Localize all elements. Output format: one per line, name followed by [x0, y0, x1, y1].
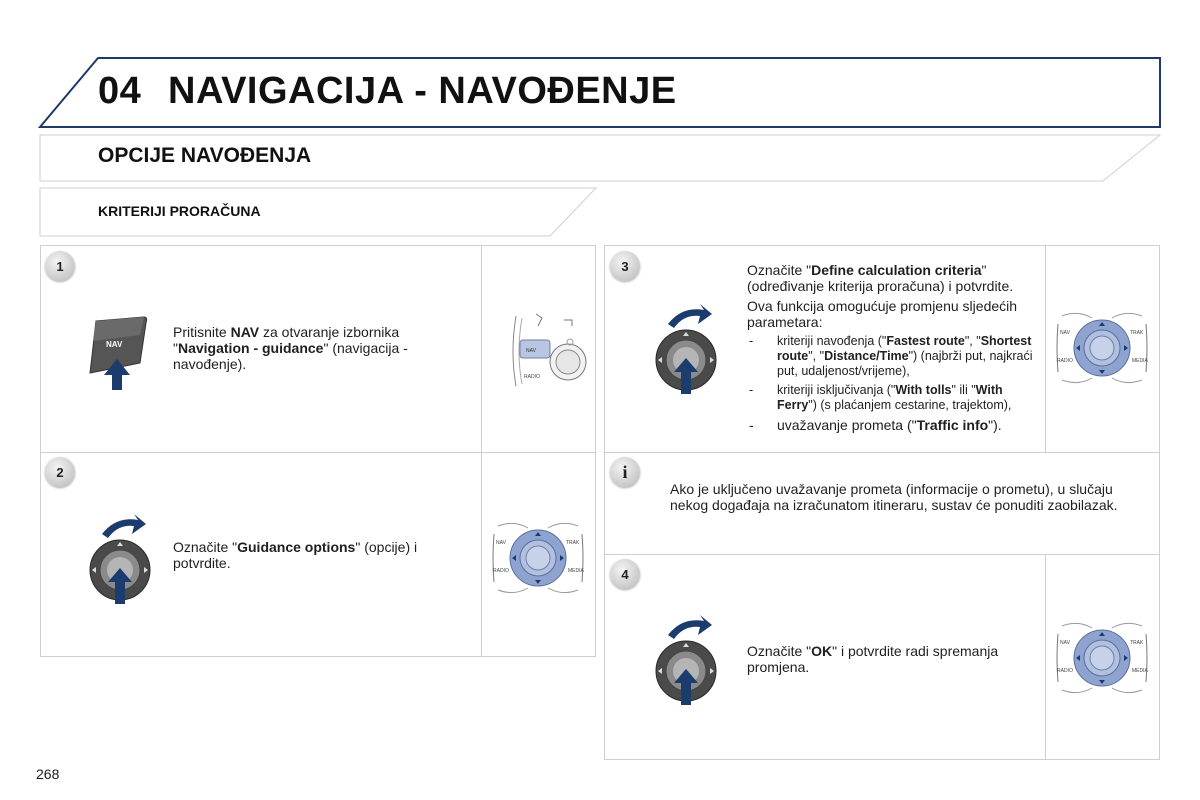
rotary-knob-icon	[652, 302, 724, 400]
rotary-knob-icon	[652, 613, 724, 711]
page-title: NAVIGACIJA - NAVOĐENJE	[168, 70, 677, 112]
nav-button-label: NAV	[106, 340, 123, 349]
dashboard-illustration	[510, 312, 590, 388]
controller-illustration-3	[1052, 310, 1152, 386]
chapter-number: 04	[98, 70, 142, 112]
svg-text:NAV: NAV	[1060, 640, 1070, 646]
step-1-text: Pritisnite NAV za otvaranje izbornika "Navigation - guidance" (navigacija - navođenje).	[173, 324, 408, 372]
svg-text:RADIO: RADIO	[1057, 358, 1073, 364]
controller-illustration-4	[1052, 620, 1152, 696]
step-3-badge: 3	[610, 251, 640, 281]
nav-button-icon	[84, 315, 154, 395]
info-text: Ako je uključeno uvažavanje prometa (informacije o prometu), u slučaju nekog događaja na izračunatom itineraru, sustav će ponuditi zaobilazak.	[670, 481, 1118, 513]
svg-text:RADIO: RADIO	[524, 374, 540, 380]
criteria-bullet-1: - kriteriji navođenja ("Fastest route", "Shortest route", "Distance/Time") (najbrži put, najkraći put, udaljenost/vrijeme),	[747, 334, 1039, 379]
info-icon: i	[610, 457, 640, 487]
criteria-bullet-3: - uvažavanje prometa ("Traffic info").	[747, 417, 1039, 433]
svg-text:NAV: NAV	[1060, 330, 1070, 336]
section-title: OPCIJE NAVOĐENJA	[98, 144, 312, 167]
step-1-badge: 1	[45, 251, 75, 281]
svg-text:TRAK: TRAK	[566, 540, 580, 546]
step-2-badge: 2	[45, 457, 75, 487]
rotary-knob-icon	[86, 512, 158, 610]
svg-text:NAV: NAV	[526, 348, 536, 354]
step-4-badge: 4	[610, 559, 640, 589]
svg-text:TRAK: TRAK	[1130, 330, 1144, 336]
svg-text:TRAK: TRAK	[1130, 640, 1144, 646]
svg-text:MEDIA: MEDIA	[1132, 358, 1148, 364]
svg-text:RADIO: RADIO	[1057, 668, 1073, 674]
page-number: 268	[36, 766, 60, 782]
svg-text:MEDIA: MEDIA	[1132, 668, 1148, 674]
svg-text:MEDIA: MEDIA	[568, 568, 584, 574]
step-4-text: Označite "OK" i potvrdite radi spremanja promjena.	[747, 643, 999, 675]
step-2-text: Označite "Guidance options" (opcije) i potvrdite.	[173, 539, 418, 571]
subsection-title: KRITERIJI PRORAČUNA	[98, 203, 261, 219]
controller-illustration-2	[488, 520, 588, 596]
svg-text:RADIO: RADIO	[493, 568, 509, 574]
svg-text:NAV: NAV	[496, 540, 506, 546]
criteria-bullet-2: - kriteriji isključivanja ("With tolls" ili "With Ferry") (s plaćanjem cestarine, trajektom),	[747, 383, 1039, 413]
step-3-text: Označite "Define calculation criteria" (određivanje kriterija proračuna) i potvrdite. Ova funkcija omogućuje promjenu sljedećih parametara: - kriteriji navođenja ("Fastest route", "Shortest route", "Distance/Time") (najbrži put, najkraći put, udaljenost/vrijeme), - kriteriji isključivanja ("With tolls" ili "With Ferry") (s plaćanjem cestarine, trajektom), - uvažavanje prometa ("Traffic info").	[747, 262, 1039, 433]
